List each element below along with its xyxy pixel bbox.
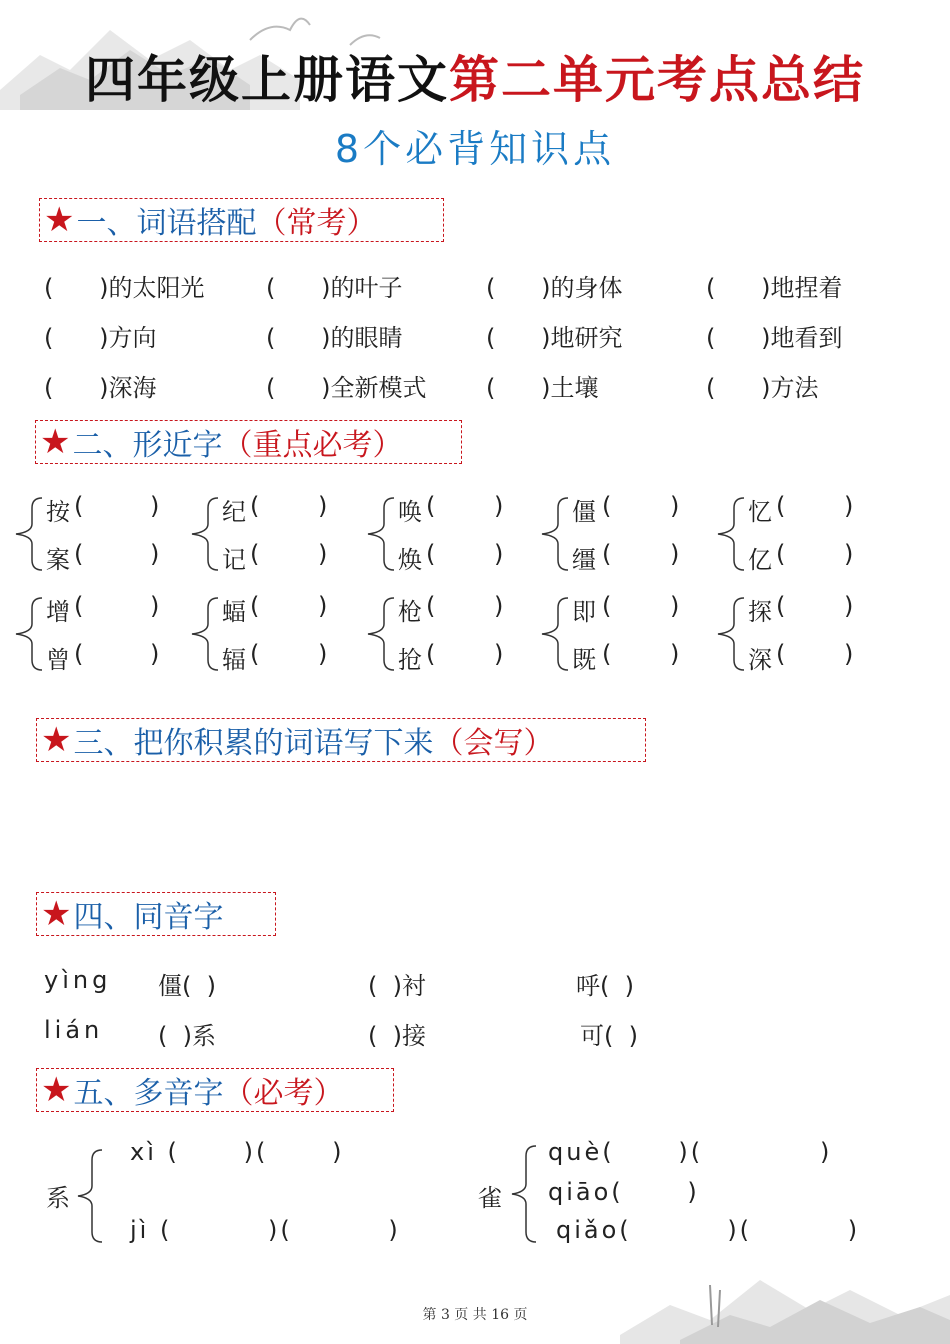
similar-char: 深: [748, 646, 772, 674]
section-header-4: [36, 892, 276, 936]
similar-char-pair: [538, 592, 698, 672]
blank: ): [150, 492, 160, 520]
homophone-pinyin: lián: [44, 1016, 104, 1044]
blank: ): [150, 592, 160, 620]
star-icon: ★: [41, 894, 72, 934]
blank: (: [74, 492, 84, 520]
brace-icon: [538, 592, 572, 676]
blank: (: [250, 592, 260, 620]
blank: ): [670, 492, 680, 520]
brace-icon: [76, 1146, 106, 1246]
blank: (: [426, 592, 436, 620]
collocation-item: ( )深海: [44, 374, 157, 402]
similar-char-pair: [188, 492, 348, 572]
section-1-tag: （常考）: [256, 206, 377, 241]
page-footer: 第 3 页 共 16 页: [422, 1307, 528, 1323]
homophone-item: ( )接: [368, 1022, 426, 1050]
polyphone-reading: què( )( ): [548, 1138, 833, 1166]
section-header-3: [36, 718, 646, 762]
similar-char-pair: [364, 492, 524, 572]
blank: ): [494, 540, 504, 568]
collocation-item: ( )地研究: [486, 324, 623, 352]
blank: ): [494, 640, 504, 668]
brace-icon: [538, 492, 572, 576]
blank: ): [670, 540, 680, 568]
polyphone-reading: xì ( )( ): [130, 1138, 345, 1166]
similar-char: 记: [222, 546, 246, 574]
similar-char: 按: [46, 498, 70, 526]
similar-char-pair: [188, 592, 348, 672]
blank: ): [844, 540, 854, 568]
blank: ): [150, 540, 160, 568]
collocation-item: ( )的身体: [486, 274, 623, 302]
collocation-item: ( )的眼睛: [266, 324, 403, 352]
similar-char: 辐: [222, 646, 246, 674]
section-2-label: 二、形近字: [72, 428, 223, 463]
similar-char-pair: [538, 492, 698, 572]
similar-char-pair: [12, 592, 172, 672]
similar-char: 唤: [398, 498, 422, 526]
brace-icon: [364, 492, 398, 576]
blank: ): [844, 640, 854, 668]
blank: ): [670, 592, 680, 620]
blank: (: [602, 640, 612, 668]
blank: ): [318, 640, 328, 668]
blank: ): [318, 540, 328, 568]
blank: ): [150, 640, 160, 668]
title-part-2: 第二单元考点总结: [449, 51, 865, 109]
blank: (: [602, 592, 612, 620]
polyphone-reading: qiǎo( )( ): [556, 1216, 861, 1244]
brace-icon: [714, 592, 748, 676]
collocation-item: ( )地捏着: [706, 274, 843, 302]
homophone-item: 呼( ): [576, 972, 634, 1000]
blank: (: [426, 540, 436, 568]
page-subtitle: 8个必背知识点: [334, 127, 616, 171]
section-header-1: [39, 198, 444, 242]
brace-icon: [12, 492, 46, 576]
similar-char: 忆: [748, 498, 772, 526]
blank: (: [776, 640, 786, 668]
blank: (: [602, 492, 612, 520]
section-2-tag: （重点必考）: [222, 428, 403, 463]
similar-char: 枪: [398, 598, 422, 626]
collocation-item: ( )方法: [706, 374, 819, 402]
blank: (: [602, 540, 612, 568]
similar-char-pair: [12, 492, 172, 572]
blank: (: [250, 540, 260, 568]
blank: (: [74, 540, 84, 568]
homophone-item: 僵( ): [158, 972, 216, 1000]
similar-char: 缰: [572, 546, 596, 574]
brace-icon: [364, 592, 398, 676]
similar-char: 抢: [398, 646, 422, 674]
brace-icon: [510, 1142, 540, 1246]
similar-char-pair: [714, 592, 874, 672]
similar-char: 纪: [222, 498, 246, 526]
homophone-pinyin: yìng: [44, 966, 112, 994]
mountain-decoration-bottom-icon: [620, 1245, 950, 1344]
polyphone-char: 雀: [478, 1184, 502, 1212]
collocation-item: ( )地看到: [706, 324, 843, 352]
section-5-label: 五、多音字: [73, 1076, 224, 1111]
section-3-tag: （会写）: [433, 726, 554, 761]
blank: ): [494, 592, 504, 620]
similar-char-pair: [714, 492, 874, 572]
star-icon: ★: [44, 200, 75, 240]
collocation-item: ( )的太阳光: [44, 274, 205, 302]
star-icon: ★: [41, 1070, 72, 1110]
section-3-label: 三、把你积累的词语写下来: [73, 726, 434, 761]
blank: (: [426, 640, 436, 668]
collocation-item: ( )全新模式: [266, 374, 427, 402]
polyphone-reading: jì ( )( ): [130, 1216, 401, 1244]
blank: ): [318, 592, 328, 620]
polyphone-reading: qiāo( ): [548, 1178, 700, 1206]
section-header-2: [35, 420, 462, 464]
similar-char: 增: [46, 598, 70, 626]
blank: (: [250, 492, 260, 520]
homophone-item: ( )系: [158, 1022, 216, 1050]
blank: (: [74, 640, 84, 668]
brace-icon: [12, 592, 46, 676]
blank: (: [426, 492, 436, 520]
collocation-item: ( )的叶子: [266, 274, 403, 302]
similar-char: 蝠: [222, 598, 246, 626]
page-title: [0, 40, 950, 112]
homophone-item: 可( ): [580, 1022, 638, 1050]
brace-icon: [188, 592, 222, 676]
blank: ): [844, 592, 854, 620]
similar-char: 探: [748, 598, 772, 626]
star-icon: ★: [41, 720, 72, 760]
similar-char-pair: [364, 592, 524, 672]
homophone-item: ( )衬: [368, 972, 426, 1000]
brace-icon: [188, 492, 222, 576]
blank: ): [494, 492, 504, 520]
blank: (: [776, 540, 786, 568]
star-icon: ★: [40, 422, 71, 462]
section-4-label: 四、同音字: [73, 900, 224, 935]
title-part-1: 四年级上册语文: [85, 51, 449, 109]
similar-char: 焕: [398, 546, 422, 574]
brace-icon: [714, 492, 748, 576]
similar-char: 既: [572, 646, 596, 674]
blank: ): [318, 492, 328, 520]
section-5-tag: （必考）: [223, 1076, 344, 1111]
blank: (: [250, 640, 260, 668]
similar-char: 僵: [572, 498, 596, 526]
similar-char: 曾: [46, 646, 70, 674]
polyphone-char: 系: [46, 1184, 70, 1212]
blank: ): [670, 640, 680, 668]
section-1-label: 一、词语搭配: [76, 206, 257, 241]
collocation-item: ( )方向: [44, 324, 157, 352]
section-header-5: [36, 1068, 394, 1112]
blank: (: [776, 592, 786, 620]
collocation-item: ( )土壤: [486, 374, 599, 402]
blank: (: [74, 592, 84, 620]
similar-char: 案: [46, 546, 70, 574]
similar-char: 亿: [748, 546, 772, 574]
blank: (: [776, 492, 786, 520]
blank: ): [844, 492, 854, 520]
similar-char: 即: [572, 598, 596, 626]
